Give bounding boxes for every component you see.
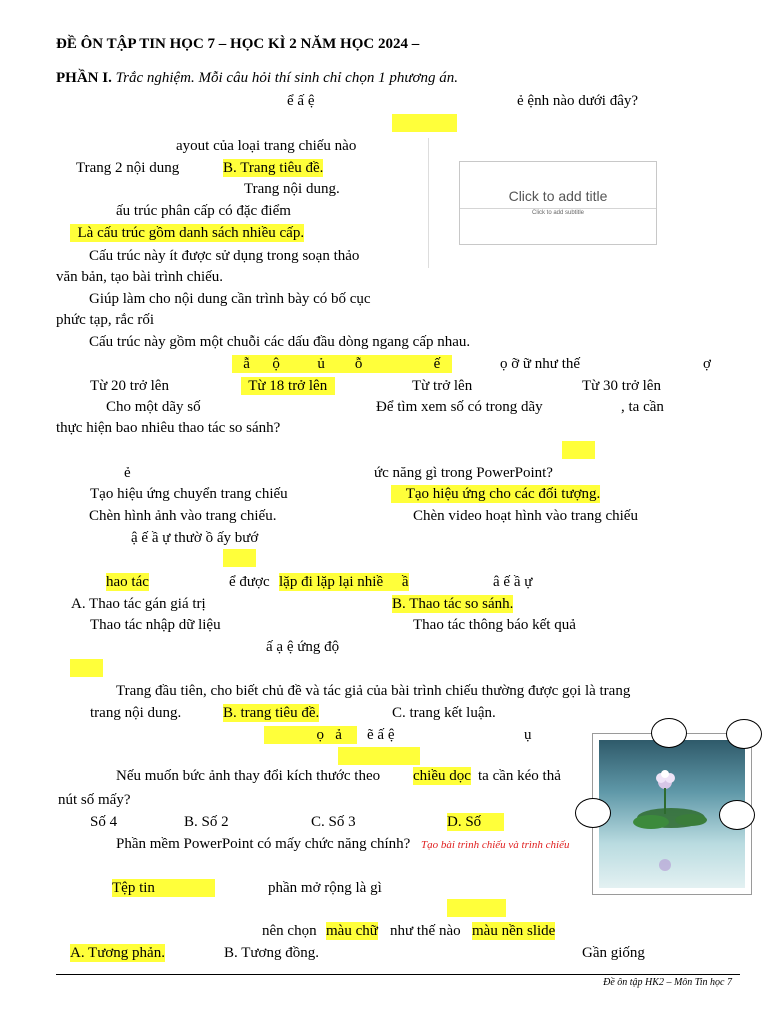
text-line: như thế nào [390, 923, 461, 939]
text-line: Gần giống [582, 945, 645, 961]
text-line: ta cần kéo thả [478, 768, 561, 784]
highlighted-answer: màu nền slide [472, 923, 556, 939]
part-instruction: Trắc nghiệm. Mỗi câu hỏi thí sinh chỉ chọn 1 phương án. [115, 70, 459, 86]
text-line: Cấu trúc này ít được sử dụng trong soạn thảo [89, 248, 360, 264]
highlight-box [338, 747, 420, 765]
highlight-box [392, 114, 457, 132]
divider-line [428, 138, 429, 268]
highlighted-answer: Tạo hiệu ứng cho các đối tượng. [391, 486, 601, 502]
slide-preview [459, 161, 657, 245]
text-line: Chèn video hoạt hình vào trang chiếu [413, 508, 638, 524]
text-line: B. Số 2 [184, 814, 229, 830]
text-line: nút số mấy? [58, 792, 131, 808]
text-line: Từ 30 trở lên [582, 378, 661, 394]
highlighted-answer: B. Thao tác so sánh. [392, 596, 514, 612]
text-line: ẻ [124, 465, 131, 481]
text-line: ể ấ ệ [287, 93, 315, 109]
text-line: Từ trở lên [412, 378, 473, 394]
text-line: phần mở rộng là gì [268, 880, 382, 896]
text-line: Chèn hình ảnh vào trang chiếu. [89, 508, 277, 524]
text-line: Trang đầu tiên, cho biết chủ đề và tác giả của bài trình chiếu thường được gọi là trang [116, 683, 631, 699]
highlight-box [223, 549, 256, 567]
highlighted-answer: Tệp tin [112, 880, 215, 896]
resize-handle-2 [726, 719, 762, 749]
text-line: ayout của loại trang chiếu nào [176, 138, 357, 154]
text-line: ức năng gì trong PowerPoint? [374, 465, 553, 481]
text-line: ậ ế ầ ự thườ ồ ấy bướ [131, 530, 259, 546]
handwritten-note: Tạo bài trình chiếu và trình chiếu [421, 839, 570, 851]
text-line: ụ [524, 727, 532, 743]
slide-title-placeholder: Click to add title [508, 188, 608, 204]
text-line: B. Tương đồng. [224, 945, 319, 961]
highlighted-answer: Từ 18 trở lên [241, 378, 335, 394]
text-line: Trang nội dung. [244, 181, 340, 197]
highlighted-answer: ọ ả [264, 727, 357, 743]
text-line: văn bản, tạo bài trình chiếu. [56, 269, 224, 285]
highlighted-answer: Là cấu trúc gồm danh sách nhiều cấp. [70, 225, 305, 241]
text-line: Thao tác nhập dữ liệu [90, 617, 221, 633]
text-line: ẻ ệnh nào dưới đây? [517, 93, 639, 109]
text-line: ợ [703, 356, 711, 372]
text-line: Thao tác thông báo kết quả [413, 617, 576, 633]
text-line: Để tìm xem số có trong dãy [376, 399, 543, 415]
text-line: C. Số 3 [311, 814, 356, 830]
text-line: thực hiện bao nhiêu thao tác so sánh? [56, 420, 281, 436]
text-line: Nếu muốn bức ảnh thay đổi kích thước theo [116, 768, 381, 784]
highlighted-answer: màu chữ [326, 923, 378, 939]
resize-handle-4 [719, 800, 755, 830]
text-line: Cho một dãy số [106, 399, 201, 415]
text-line: trang nội dung. [90, 705, 182, 721]
highlighted-answer: hao tác [106, 574, 149, 590]
highlight-box [447, 899, 506, 917]
highlighted-answer: lặp đi lặp lại nhiề ầ [279, 574, 409, 590]
document-title: ĐỀ ÔN TẬP TIN HỌC 7 – HỌC KÌ 2 NĂM HỌC 2024 – [56, 36, 420, 52]
text-line: C. trang kết luận. [392, 705, 496, 721]
part-label: PHẦN I. [56, 70, 112, 86]
slide-divider [460, 208, 656, 209]
text-line: â ế ầ ự [493, 574, 533, 590]
footer-divider [56, 974, 740, 975]
highlighted-answer: B. trang tiêu đề. [223, 705, 320, 721]
text-line: , ta cần [621, 399, 664, 415]
text-line: Số 4 [90, 814, 118, 830]
highlighted-answer: D. Số [447, 814, 504, 830]
text-line: ọ ỡ ữ như thế [500, 356, 581, 372]
footer-text: Đề ôn tập HK2 – Môn Tin học 7 [603, 977, 732, 988]
text-line: Tạo hiệu ứng chuyển trang chiếu [90, 486, 288, 502]
text-line: Giúp làm cho nội dung cần trình bày có bố cục [89, 291, 371, 307]
resize-handle-1 [651, 718, 687, 748]
resize-handle-3 [575, 798, 611, 828]
text-line: phức tạp, rắc rối [56, 312, 155, 328]
text-line: Phần mềm PowerPoint có mấy chức năng chính? [116, 836, 411, 852]
text-line: Từ 20 trở lên [90, 378, 169, 394]
text-line: ẽ ấ ệ [367, 727, 395, 743]
text-line: nên chọn [262, 923, 317, 939]
text-line: Cấu trúc này gồm một chuỗi các dấu đầu dòng ngang cấp nhau. [89, 334, 471, 350]
text-line: ấ ạ ệ ứng độ [266, 639, 340, 655]
part-heading [56, 69, 458, 87]
highlighted-answer: B. Trang tiêu đề. [223, 160, 324, 176]
highlight-box [562, 441, 595, 459]
highlighted-answer: ẫ ộ ủ ỗ ế [232, 356, 452, 372]
text-line: Trang 2 nội dung [76, 160, 180, 176]
highlighted-answer: A. Tương phản. [70, 945, 165, 961]
highlighted-answer: chiều dọc [413, 768, 471, 784]
slide-subtitle-placeholder: Click to add subtitle [531, 210, 585, 216]
text-line: ấu trúc phân cấp có đặc điểm [116, 203, 291, 219]
text-line: ể được [229, 574, 270, 590]
text-line: A. Thao tác gán giá trị [71, 596, 206, 612]
highlight-box [70, 659, 103, 677]
